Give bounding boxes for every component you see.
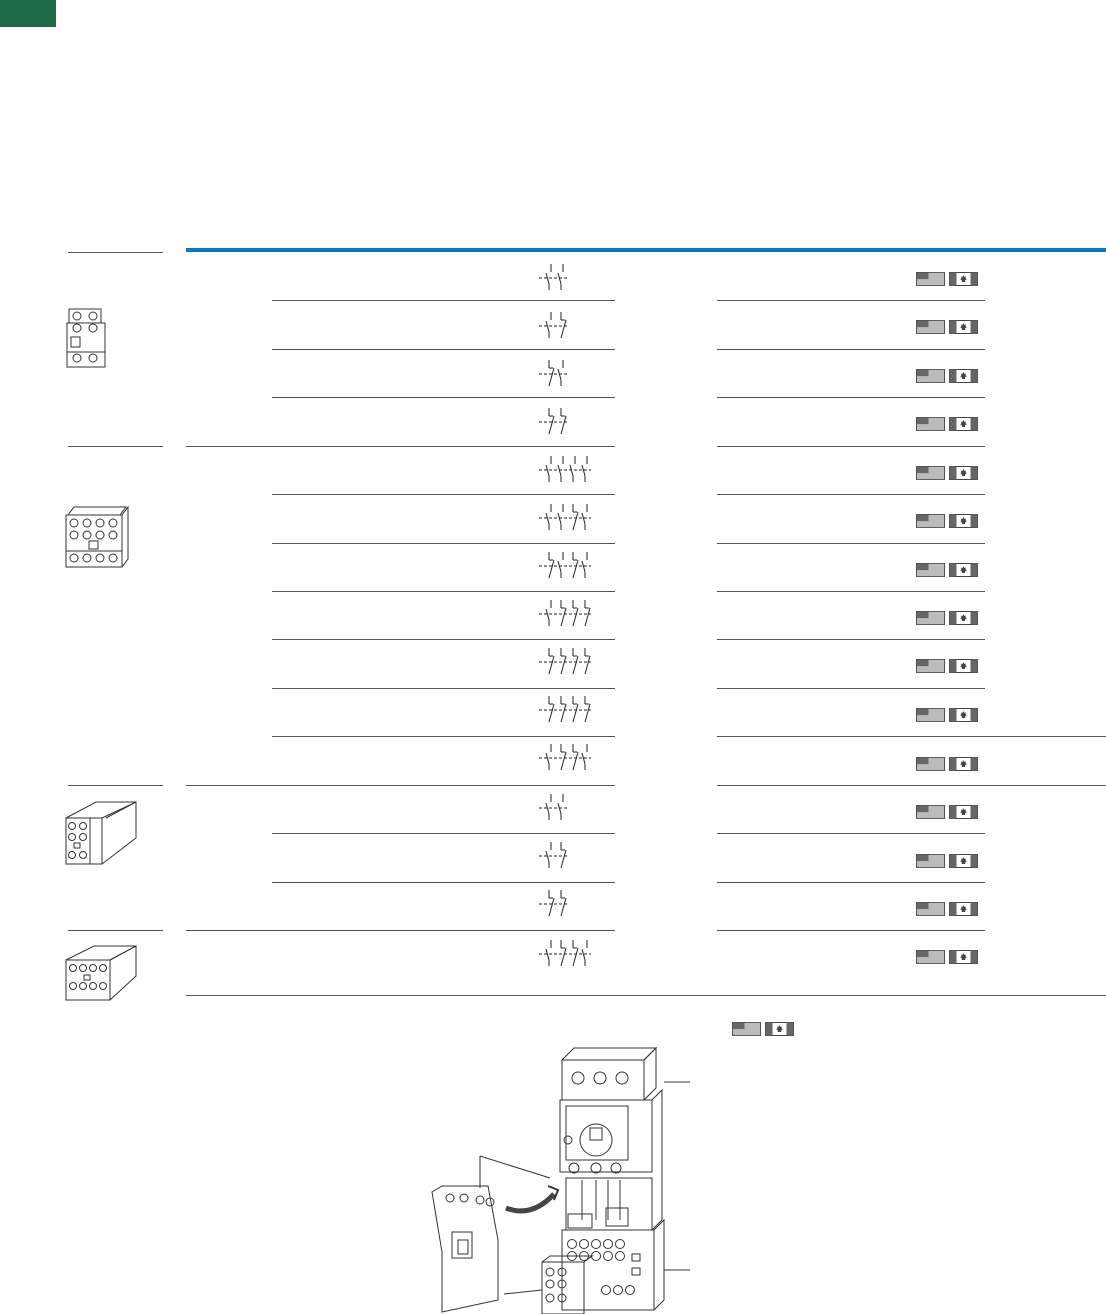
row-divider — [717, 736, 1106, 737]
approval-flags — [916, 611, 978, 625]
row-divider — [272, 349, 615, 350]
row-divider — [272, 639, 615, 640]
contact-symbol — [535, 642, 595, 682]
canada-flag-icon — [949, 466, 978, 480]
us-flag-icon — [916, 950, 945, 964]
approval-flags — [916, 757, 978, 771]
approval-flags — [916, 320, 978, 334]
us-flag-icon — [916, 611, 945, 625]
row-divider — [717, 639, 985, 640]
us-flag-icon — [916, 708, 945, 722]
row-divider — [717, 930, 985, 931]
canada-flag-icon — [949, 659, 978, 673]
contact-symbol — [535, 450, 595, 490]
us-flag-icon — [916, 369, 945, 383]
row-divider — [717, 300, 985, 301]
row-divider — [717, 397, 985, 398]
canada-flag-icon — [949, 611, 978, 625]
us-flag-icon — [916, 659, 945, 673]
canada-flag-icon — [949, 805, 978, 819]
group-divider — [68, 930, 163, 931]
row-divider — [717, 494, 985, 495]
contact-symbol — [535, 738, 595, 778]
us-flag-icon — [916, 514, 945, 528]
canada-flag-icon — [949, 417, 978, 431]
row-divider — [272, 494, 615, 495]
approval-flags — [916, 272, 978, 286]
canada-flag-icon — [949, 320, 978, 334]
canada-flag-icon — [949, 950, 978, 964]
row-divider — [272, 882, 615, 883]
canada-flag-icon — [949, 563, 978, 577]
row-divider — [717, 882, 985, 883]
row-divider — [717, 688, 985, 689]
canada-flag-icon — [949, 369, 978, 383]
group-divider — [68, 446, 163, 447]
canada-flag-icon — [949, 902, 978, 916]
row-divider — [272, 591, 615, 592]
us-flag-icon — [916, 902, 945, 916]
row-divider — [717, 349, 985, 350]
contact-symbol — [535, 836, 595, 876]
table-bottom-rule — [186, 995, 1106, 996]
contact-symbol — [535, 306, 595, 346]
us-flag-icon — [732, 1022, 761, 1036]
approval-flags — [916, 708, 978, 722]
approval-flags — [916, 854, 978, 868]
canada-flag-icon — [949, 708, 978, 722]
approval-flags — [916, 659, 978, 673]
row-divider — [717, 591, 985, 592]
us-flag-icon — [916, 757, 945, 771]
us-flag-icon — [916, 320, 945, 334]
aux-contact-2pole-image — [63, 306, 109, 370]
contact-symbol — [535, 258, 595, 298]
us-flag-icon — [916, 854, 945, 868]
contact-symbol — [535, 788, 595, 828]
row-divider — [717, 446, 985, 447]
approval-flags — [916, 514, 978, 528]
canada-flag-icon — [949, 514, 978, 528]
approval-flags — [916, 902, 978, 916]
canada-flag-icon — [949, 854, 978, 868]
contact-symbol — [535, 594, 595, 634]
contact-symbol — [535, 690, 595, 730]
us-flag-icon — [916, 466, 945, 480]
approval-flags — [916, 563, 978, 577]
aux-contact-4pole-image — [63, 505, 133, 571]
row-divider — [717, 543, 985, 544]
canada-flag-icon — [765, 1022, 794, 1036]
contact-symbol — [535, 884, 595, 924]
approval-flags — [916, 417, 978, 431]
contact-symbol — [535, 402, 595, 442]
us-flag-icon — [916, 417, 945, 431]
row-divider — [272, 688, 615, 689]
contact-symbol — [535, 498, 595, 538]
row-divider — [272, 300, 615, 301]
row-divider — [272, 397, 615, 398]
approval-flags — [916, 950, 978, 964]
contact-symbol — [535, 934, 595, 974]
row-divider — [272, 736, 615, 737]
contact-symbol — [535, 354, 595, 394]
side-aux-contact-2pole-image — [63, 800, 139, 866]
canada-flag-icon — [949, 757, 978, 771]
approval-flags — [916, 369, 978, 383]
us-flag-icon — [916, 272, 945, 286]
group-divider — [68, 252, 163, 253]
approval-flags — [916, 466, 978, 480]
table-header-rule — [186, 248, 1106, 252]
group-divider — [186, 446, 615, 447]
motor-starter-assembly-image — [410, 1040, 710, 1314]
approval-flags — [732, 1022, 794, 1036]
canada-flag-icon — [949, 272, 978, 286]
row-divider — [717, 785, 1106, 786]
group-divider — [186, 785, 615, 786]
group-divider — [68, 785, 163, 786]
group-divider — [186, 930, 615, 931]
us-flag-icon — [916, 805, 945, 819]
row-divider — [272, 543, 615, 544]
contact-symbol — [535, 546, 595, 586]
side-aux-contact-4pole-image — [63, 942, 139, 1002]
approval-flags — [916, 805, 978, 819]
section-tab — [0, 0, 56, 27]
row-divider — [717, 833, 985, 834]
row-divider — [272, 833, 615, 834]
us-flag-icon — [916, 563, 945, 577]
